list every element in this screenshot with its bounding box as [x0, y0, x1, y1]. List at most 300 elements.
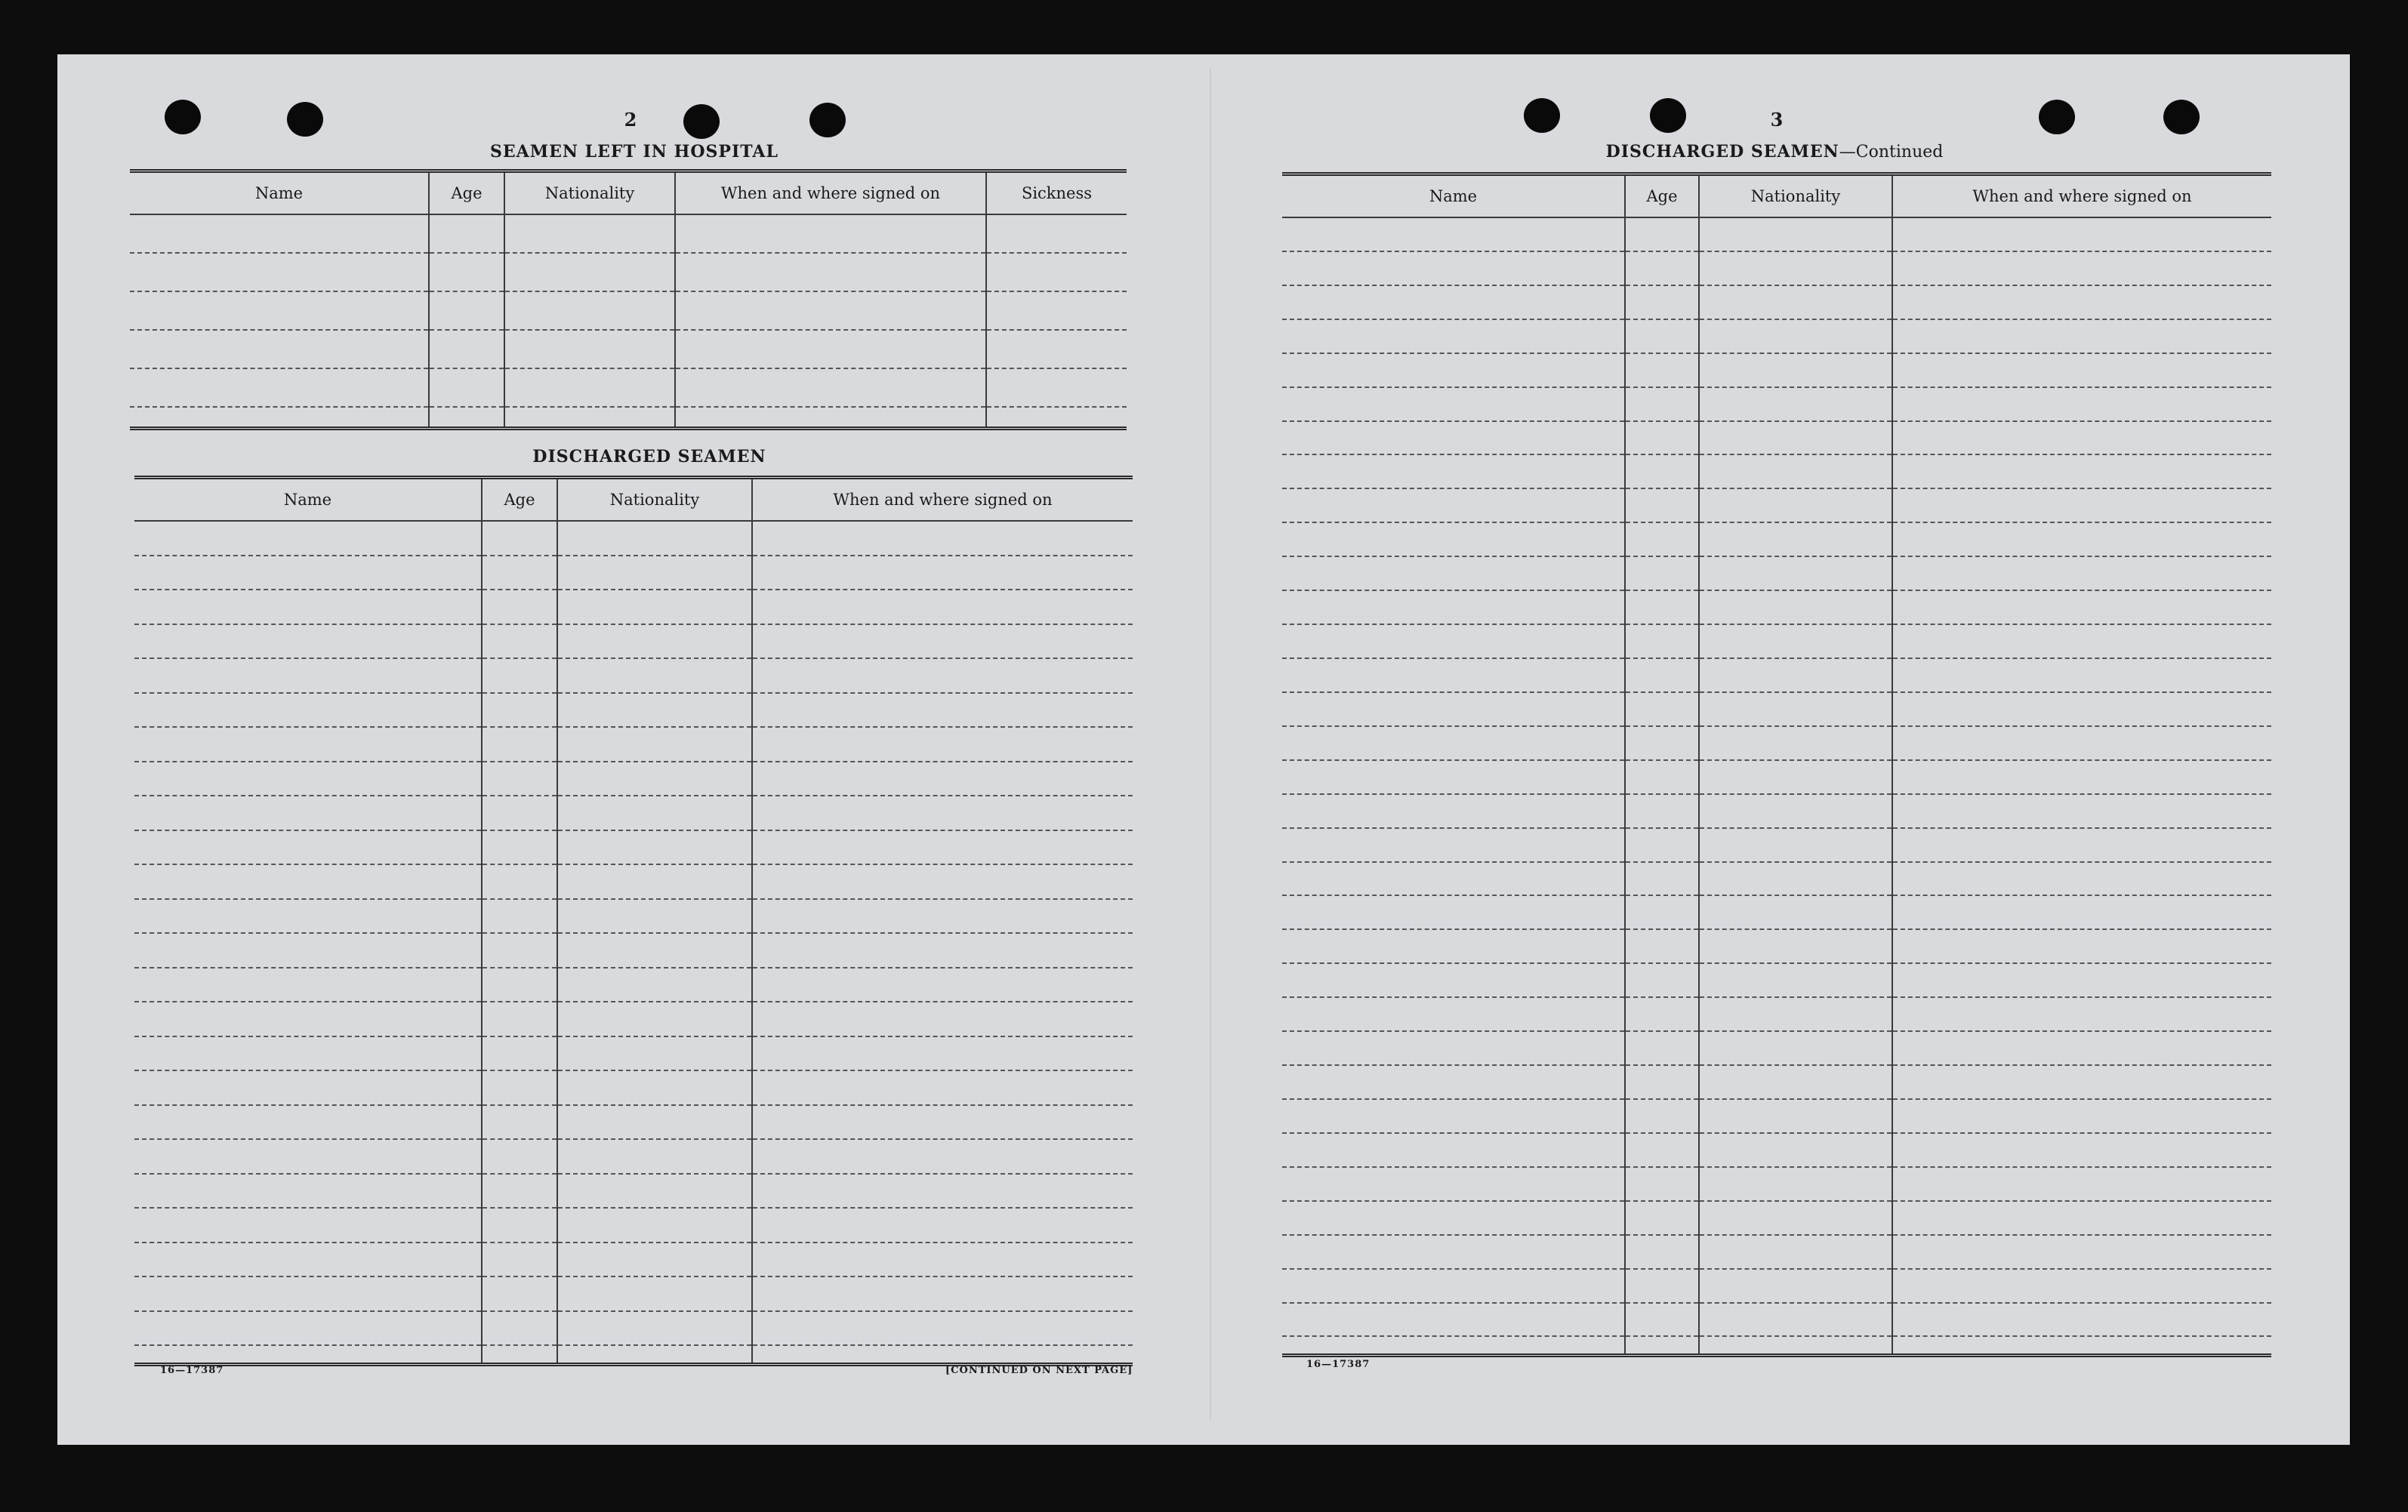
blank-cell [752, 1174, 1133, 1209]
blank-cell [482, 762, 557, 796]
table-row [1282, 1167, 2271, 1201]
blank-cell [1699, 624, 1892, 658]
table-row [1282, 658, 2271, 692]
blank-cell [557, 1243, 752, 1277]
blank-cell [557, 1139, 752, 1174]
blank-cell [752, 1311, 1133, 1346]
discharged-section-title: DISCHARGED SEAMEN [532, 447, 766, 467]
blank-cell [1699, 1336, 1892, 1353]
blank-cell [1892, 1099, 2271, 1133]
table-row [1282, 1031, 2271, 1065]
blank-cell [752, 968, 1133, 1002]
blank-cell [134, 1208, 482, 1243]
table-row [134, 1276, 1133, 1311]
blank-cell [1699, 556, 1892, 590]
blank-cell [557, 658, 752, 693]
blank-cell [134, 521, 482, 556]
page-number-right: 3 [1770, 109, 1784, 131]
blank-cell [1699, 862, 1892, 896]
blank-cell [1699, 794, 1892, 828]
table-row [130, 368, 1127, 407]
table-row [1282, 794, 2271, 828]
blank-cell [1699, 387, 1892, 421]
blank-cell [1625, 488, 1699, 522]
table-row [1282, 1303, 2271, 1337]
blank-cell [134, 590, 482, 624]
blank-cell [1699, 929, 1892, 963]
blank-cell [429, 330, 504, 368]
blank-cell [752, 1002, 1133, 1036]
blank-cell [1282, 929, 1625, 963]
blank-cell [1892, 522, 2271, 556]
blank-cell [557, 1208, 752, 1243]
blank-cell [557, 1105, 752, 1140]
blank-cell [1892, 1235, 2271, 1269]
blank-cell [1282, 387, 1625, 421]
blank-cell [752, 933, 1133, 968]
table-row [130, 214, 1127, 253]
table-row [1282, 1201, 2271, 1235]
blank-cell [1282, 1099, 1625, 1133]
blank-cell [134, 864, 482, 899]
blank-cell [1699, 522, 1892, 556]
blank-cell [482, 1243, 557, 1277]
blank-cell [1625, 421, 1699, 455]
blank-cell [1699, 692, 1892, 726]
blank-cell [1282, 1031, 1625, 1065]
blank-cell [134, 762, 482, 796]
blank-cell [1282, 963, 1625, 997]
column-header-age: Age [429, 173, 504, 214]
blank-cell [482, 1002, 557, 1036]
blank-cell [1282, 760, 1625, 794]
blank-cell [130, 291, 429, 330]
blank-cell [1699, 895, 1892, 929]
blank-cell [675, 214, 986, 253]
blank-cell [482, 1311, 557, 1346]
blank-cell [1625, 1065, 1699, 1099]
blank-cell [675, 368, 986, 407]
blank-cell [482, 1208, 557, 1243]
blank-cell [134, 624, 482, 659]
blank-cell [1892, 590, 2271, 624]
blank-cell [1282, 794, 1625, 828]
blank-cell [1625, 319, 1699, 353]
blank-cell [557, 590, 752, 624]
table-row [134, 521, 1133, 556]
blank-cell [1699, 963, 1892, 997]
blank-cell [1892, 285, 2271, 319]
blank-cell [1282, 251, 1625, 285]
blank-cell [504, 214, 675, 253]
blank-cell [1625, 726, 1699, 760]
table-row [134, 933, 1133, 968]
table-row [1282, 1269, 2271, 1303]
blank-cell [134, 1105, 482, 1140]
blank-cell [1892, 692, 2271, 726]
blank-cell [1282, 522, 1625, 556]
table-row [1282, 624, 2271, 658]
blank-cell [130, 214, 429, 253]
blank-cell [557, 521, 752, 556]
blank-cell [1282, 1133, 1625, 1167]
blank-cell [429, 214, 504, 253]
table-row [1282, 387, 2271, 421]
blank-cell [557, 1036, 752, 1071]
blank-cell [482, 590, 557, 624]
blank-cell [134, 1345, 482, 1363]
blank-cell [1282, 319, 1625, 353]
column-header-age: Age [1625, 176, 1699, 217]
table-row [134, 1311, 1133, 1346]
blank-cell [1282, 1269, 1625, 1303]
blank-cell [1699, 1167, 1892, 1201]
blank-cell [1625, 522, 1699, 556]
blank-cell [752, 556, 1133, 590]
blank-cell [752, 1345, 1133, 1363]
table-row [134, 968, 1133, 1002]
blank-cell [482, 1070, 557, 1105]
blank-cell [482, 864, 557, 899]
blank-cell [1625, 1167, 1699, 1201]
table-row [1282, 488, 2271, 522]
blank-cell [1699, 1269, 1892, 1303]
blank-cell [752, 762, 1133, 796]
blank-cell [1625, 1336, 1699, 1353]
blank-cell [1699, 488, 1892, 522]
blank-cell [752, 727, 1133, 762]
blank-cell [557, 762, 752, 796]
blank-cell [557, 830, 752, 865]
blank-cell [134, 933, 482, 968]
page-fold [1210, 68, 1211, 1419]
blank-cell [134, 693, 482, 728]
punch-hole [2039, 100, 2075, 134]
blank-cell [134, 1070, 482, 1105]
blank-cell [752, 1139, 1133, 1174]
blank-cell [1282, 454, 1625, 488]
blank-cell [482, 933, 557, 968]
continued-note: [CONTINUED ON NEXT PAGE] [945, 1365, 1133, 1376]
table-row [134, 899, 1133, 934]
blank-cell [504, 368, 675, 407]
blank-cell [1625, 251, 1699, 285]
blank-cell [482, 658, 557, 693]
column-header-name: Name [130, 173, 429, 214]
blank-cell [1699, 421, 1892, 455]
table-row [1282, 421, 2271, 455]
table-row [1282, 1336, 2271, 1353]
blank-cell [482, 521, 557, 556]
table-row [134, 864, 1133, 899]
blank-cell [1625, 997, 1699, 1031]
blank-cell [134, 830, 482, 865]
table-row [1282, 929, 2271, 963]
blank-cell [1625, 217, 1699, 251]
column-header-when-and-where-signed-on: When and where signed on [675, 173, 986, 214]
blank-cell [134, 727, 482, 762]
blank-cell [752, 830, 1133, 865]
blank-cell [1892, 726, 2271, 760]
blank-cell [482, 1036, 557, 1071]
blank-cell [752, 693, 1133, 728]
blank-cell [482, 830, 557, 865]
column-header-when-and-where-signed-on: When and where signed on [1892, 176, 2271, 217]
discharged-form-table [134, 476, 1133, 1366]
table-row [130, 291, 1127, 330]
table-row [134, 727, 1133, 762]
table-row [134, 1243, 1133, 1277]
blank-cell [986, 253, 1127, 291]
blank-cell [1625, 454, 1699, 488]
blank-cell [1282, 1065, 1625, 1099]
table-row [134, 1036, 1133, 1071]
blank-cell [482, 1345, 557, 1363]
blank-cell [134, 1139, 482, 1174]
blank-cell [752, 899, 1133, 934]
blank-cell [1892, 963, 2271, 997]
blank-cell [1625, 1303, 1699, 1337]
blank-cell [1282, 828, 1625, 862]
table-row [1282, 285, 2271, 319]
discharged-continued-form-table [1282, 172, 2271, 1357]
blank-cell [1699, 1201, 1892, 1235]
blank-cell [986, 368, 1127, 407]
blank-cell [1892, 454, 2271, 488]
blank-cell [1282, 862, 1625, 896]
blank-cell [1892, 997, 2271, 1031]
blank-cell [1892, 387, 2271, 421]
blank-cell [134, 1036, 482, 1071]
blank-cell [1625, 285, 1699, 319]
blank-cell [482, 693, 557, 728]
blank-cell [482, 796, 557, 830]
blank-cell [557, 693, 752, 728]
table-row [1282, 862, 2271, 896]
blank-cell [1892, 488, 2271, 522]
blank-cell [1625, 1031, 1699, 1065]
discharged-continued-title-main: DISCHARGED SEAMEN [1605, 142, 1839, 162]
blank-cell [1282, 1336, 1625, 1353]
blank-cell [1282, 1303, 1625, 1337]
blank-cell [134, 556, 482, 590]
blank-cell [1282, 1167, 1625, 1201]
blank-cell [752, 590, 1133, 624]
blank-cell [1625, 895, 1699, 929]
punch-hole [287, 102, 323, 137]
blank-cell [752, 624, 1133, 659]
blank-cell [752, 796, 1133, 830]
blank-cell [1699, 997, 1892, 1031]
table-row [1282, 1065, 2271, 1099]
table-row [134, 1345, 1133, 1363]
blank-cell [1625, 624, 1699, 658]
blank-cell [1892, 217, 2271, 251]
table-row [1282, 963, 2271, 997]
blank-cell [557, 624, 752, 659]
blank-cell [752, 521, 1133, 556]
blank-cell [1892, 1065, 2271, 1099]
table-row [1282, 895, 2271, 929]
blank-cell [1625, 760, 1699, 794]
discharged-continued-title-suffix: —Continued [1839, 143, 1944, 162]
column-header-nationality: Nationality [504, 173, 675, 214]
table-row [134, 556, 1133, 590]
blank-cell [557, 1311, 752, 1346]
blank-cell [134, 1311, 482, 1346]
blank-cell [1892, 1133, 2271, 1167]
blank-cell [1699, 726, 1892, 760]
blank-cell [557, 1174, 752, 1209]
column-header-nationality: Nationality [557, 479, 752, 521]
blank-cell [134, 658, 482, 693]
table-row [134, 1002, 1133, 1036]
table-row [1282, 319, 2271, 353]
blank-cell [752, 1243, 1133, 1277]
table-row [130, 253, 1127, 291]
blank-cell [675, 253, 986, 291]
blank-cell [557, 1276, 752, 1311]
blank-cell [557, 1002, 752, 1036]
blank-cell [557, 968, 752, 1002]
blank-cell [1892, 624, 2271, 658]
table-row [134, 1105, 1133, 1140]
table-row [134, 624, 1133, 659]
blank-cell [557, 933, 752, 968]
blank-cell [1699, 1065, 1892, 1099]
blank-cell [1625, 862, 1699, 896]
table-row [1282, 760, 2271, 794]
blank-cell [1282, 658, 1625, 692]
blank-cell [1625, 590, 1699, 624]
table-row [1282, 454, 2271, 488]
blank-cell [557, 899, 752, 934]
blank-cell [675, 407, 986, 427]
table-row [134, 1174, 1133, 1209]
punch-hole [1650, 98, 1686, 133]
blank-cell [429, 368, 504, 407]
blank-cell [482, 1276, 557, 1311]
table-row [134, 762, 1133, 796]
blank-cell [429, 291, 504, 330]
blank-cell [986, 291, 1127, 330]
table-row [134, 590, 1133, 624]
table-row [134, 796, 1133, 830]
blank-cell [504, 291, 675, 330]
hospital-form-table [130, 169, 1127, 430]
blank-cell [1282, 624, 1625, 658]
table-row [130, 330, 1127, 368]
blank-cell [482, 1105, 557, 1140]
blank-cell [134, 1002, 482, 1036]
punch-hole [809, 103, 846, 137]
blank-cell [1892, 421, 2271, 455]
blank-cell [1625, 963, 1699, 997]
blank-cell [134, 1243, 482, 1277]
blank-cell [1699, 1133, 1892, 1167]
blank-cell [1625, 929, 1699, 963]
column-header-when-and-where-signed-on: When and where signed on [752, 479, 1133, 521]
blank-cell [482, 556, 557, 590]
blank-cell [1625, 1269, 1699, 1303]
blank-cell [1892, 1303, 2271, 1337]
blank-cell [482, 968, 557, 1002]
discharged-continued-title [1533, 142, 2016, 162]
blank-cell [504, 253, 675, 291]
blank-cell [130, 368, 429, 407]
blank-cell [1699, 285, 1892, 319]
blank-cell [752, 1036, 1133, 1071]
blank-cell [1282, 692, 1625, 726]
table-row [1282, 1133, 2271, 1167]
table-row [1282, 828, 2271, 862]
blank-cell [1892, 1336, 2271, 1353]
blank-cell [1282, 217, 1625, 251]
blank-cell [1699, 760, 1892, 794]
blank-cell [675, 330, 986, 368]
table-row [1282, 726, 2271, 760]
table-row [1282, 556, 2271, 590]
blank-cell [1625, 556, 1699, 590]
table-row [1282, 522, 2271, 556]
blank-cell [1699, 1303, 1892, 1337]
punch-hole [683, 104, 720, 139]
blank-cell [482, 624, 557, 659]
blank-cell [557, 727, 752, 762]
blank-cell [1892, 760, 2271, 794]
blank-cell [1282, 488, 1625, 522]
blank-cell [1892, 353, 2271, 387]
blank-cell [1282, 1201, 1625, 1235]
blank-cell [134, 1174, 482, 1209]
blank-cell [482, 727, 557, 762]
table-row [134, 693, 1133, 728]
form-number-left: 16—17387 [160, 1365, 224, 1376]
blank-cell [1625, 658, 1699, 692]
blank-cell [429, 407, 504, 427]
punch-hole [165, 100, 201, 134]
blank-cell [1892, 929, 2271, 963]
blank-cell [557, 1345, 752, 1363]
blank-cell [1699, 658, 1892, 692]
table-row [1282, 1099, 2271, 1133]
blank-cell [1282, 997, 1625, 1031]
blank-cell [1699, 1235, 1892, 1269]
form-number-right: 16—17387 [1306, 1359, 1370, 1370]
table-row [134, 830, 1133, 865]
page-number-left: 2 [624, 109, 637, 131]
table-row [134, 1139, 1133, 1174]
blank-cell [1699, 454, 1892, 488]
blank-cell [1892, 794, 2271, 828]
blank-cell [1892, 1031, 2271, 1065]
table-row [1282, 353, 2271, 387]
blank-cell [1282, 285, 1625, 319]
blank-cell [1892, 658, 2271, 692]
blank-cell [1282, 590, 1625, 624]
blank-cell [1282, 353, 1625, 387]
column-header-name: Name [1282, 176, 1625, 217]
blank-cell [504, 330, 675, 368]
blank-cell [429, 253, 504, 291]
blank-cell [1892, 1269, 2271, 1303]
blank-cell [1892, 556, 2271, 590]
blank-cell [1699, 251, 1892, 285]
blank-cell [752, 1105, 1133, 1140]
table-row [134, 1070, 1133, 1105]
blank-cell [1282, 1235, 1625, 1269]
hospital-section-title: SEAMEN LEFT IN HOSPITAL [490, 142, 779, 162]
